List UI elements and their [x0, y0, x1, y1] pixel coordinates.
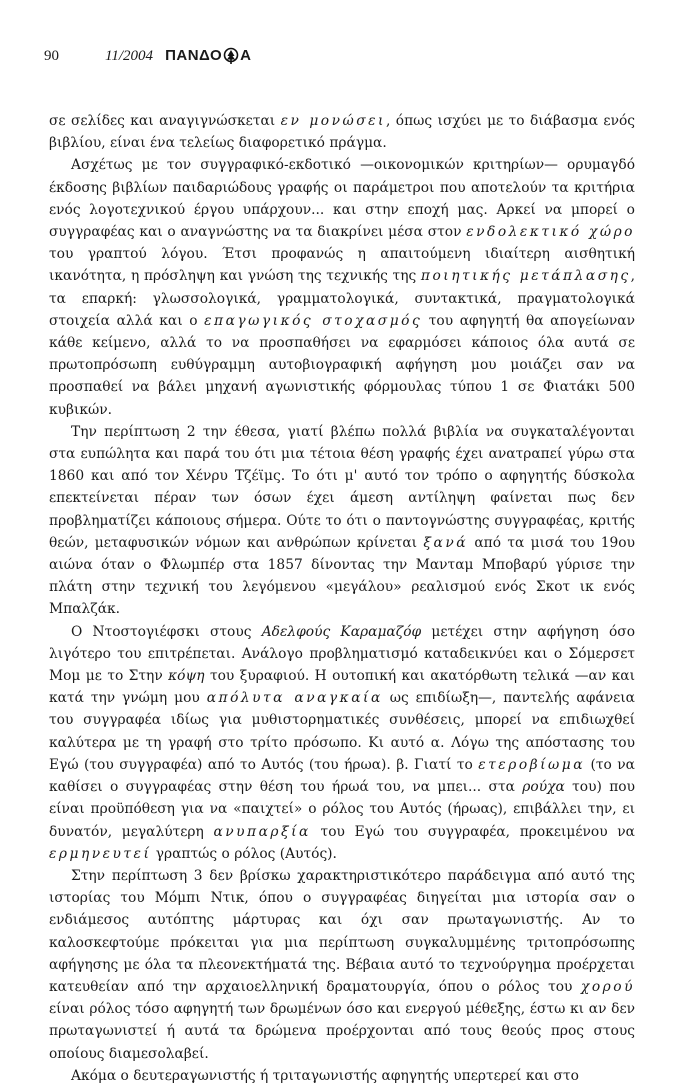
spaced-emphasis: ανυπαρξία — [213, 823, 311, 840]
spaced-emphasis: χορού — [581, 978, 635, 995]
paragraph: Ασχέτως με τον συγγραφικό-εκδοτικό —οικονομικών κριτηρίων— ορυμαγδό έκδοσης βιβλίων παιδαριώδους γραφής οι παράμετροι που αποτελούν τα κριτήρια ενός λογοτεχνικού έργου υπάρχουν... και στην εποχή μας. Αρκεί να μπορεί ο συγγραφέας και ο αναγνώστης να τα διακρίνει μέσα στον ενδολεκτικό χώρο του γραπτού λόγου. Έτσι προφανώς η απαιτούμενη ιδιαίτερη αισθητική ικανότητα, η πρόσληψη και γνώση της τεχνικής της ποιητικής μετάπλασης, τα επαρκή: γλωσσολογικά, γραμματολογικά, συντακτικά, πραγματολογικά στοιχεία αλλά και ο επαγωγικός στοχασμός του αφηγητή θα απογείωναν κάθε κείμενο, αλλά το να προσπαθήσει να εφαρμόσει κάποιος όλα αυτά σε πρωτοπρόσωπη ευθύγραμμη αυτοβιογραφική αφήγηση μου μοιάζει σαν να προσπαθεί να βάλει μηχανή αγωνιστικής φόρμουλας τύπου 1 σε Φιατάκι 500 κυβικών. — [49, 157, 635, 418]
article-body — [49, 110, 635, 1087]
paragraph: Στην περίπτωση 3 δεν βρίσκω χαρακτηριστικότερο παράδειγμα από αυτό της ιστορίας του Μόμπι Ντικ, όπου ο συγγραφέας διηγείται μια ιστορία σαν ο ενδιάμεσος αυτόπτης μάρτυρας και όχι σαν πρωταγωνιστής. Αν το καλοσκεφτούμε πρόκειται για μια περίπτωση συγκαλυμμένης τριτοπρόσωπης αφήγησης με όλα τα πλεονεκτήματά της. Βέβαια αυτό το τεχνούργημα προέρχεται κατευθείαν από την αρχαιοελληνική δραματουργία, όπου ο ρόλος του χορού είναι ρόλος τόσο αφηγητή των δρωμένων όσο και ενεργού μέθεξης, έστω κι αν δεν πρωταγωνιστεί ή αυτά τα δρώμενα προέρχονται από τους θεούς προς στους οποίους διαμεσολαβεί. — [49, 867, 635, 1062]
page-number: 90 — [44, 48, 59, 64]
spaced-emphasis: επαγωγικός στοχασμός — [204, 312, 423, 329]
tree-logo-icon — [223, 47, 239, 64]
spaced-emphasis: ερμηνευτεί — [49, 845, 152, 862]
journal-name-left: ΠΑΝΔΟ — [165, 47, 223, 64]
italic-emphasis: κόψη — [168, 668, 205, 685]
spaced-emphasis: ποιητικής μετάπλασης — [420, 268, 631, 285]
spaced-emphasis: εν μονώσει — [280, 113, 386, 129]
spaced-emphasis: ξανά — [423, 534, 469, 551]
paragraph: Την περίπτωση 2 την έθεσα, γιατί βλέπω πολλά βιβλία να συγκαταλέγονται στα ευπώλητα και παρά του ότι μια τέτοια θέση γραφής έχει ανατραπεί γύρω στα 1860 και από τον Χένρυ Τζέϊμς. Το ότι μ' αυτό τον τρόπο ο αφηγητής δύσκολα επεκτείνεται πέραν των όσων έχει άμεση αντίληψη φαίνεται πως δεν προβληματίζει κάποιους σήμερα. Ούτε το ότι ο παντογνώστης συγγραφέας, κριτής θεών, μεταφυσικών νόμων και ανθρώπων κρίνεται ξανά από τα μισά του 19ου αιώνα όταν ο Φλωμπέρ στα 1857 δίνοντας την Μανταμ Μποβαρύ γύρισε την πλάτη στην τεχνική του λεγόμενου «μεγάλου» ρεαλισμού ενός Σκοτ ικ ενός Μπαλζάκ. — [49, 423, 635, 618]
italic-emphasis: ρούχα — [522, 779, 565, 796]
spaced-emphasis: απόλυτα αναγκαία — [206, 690, 383, 707]
paragraph: Ακόμα ο δευτεραγωνιστής ή τριταγωνιστής αφηγητής υπερτερεί και στο — [71, 1067, 579, 1084]
issue-number: 11/2004 — [105, 48, 154, 64]
journal-logo — [165, 47, 251, 64]
journal-name-right: Α — [240, 47, 252, 64]
spaced-emphasis: ετεροβίωμα — [478, 756, 586, 773]
paragraph: σε σελίδες και αναγιγνώσκεται εν μονώσει, όπως ισχύει με το διάβασμα ενός βιβλίου, είναι ένα τελείως διαφορετικό πράγμα. — [49, 113, 635, 152]
italic-emphasis: Αδελφούς Καραμαζόφ — [261, 623, 422, 640]
paragraph: Ο Ντοστογιέφσκι στους Αδελφούς Καραμαζόφ μετέχει στην αφήγηση όσο λιγότερο του επιτρέπεται. Ανάλογο προβληματισμό καταδεικνύει και ο Σόμερσετ Μομ με το Στην κόψη του ξυραφιού. Η ουτοπική και ακατόρθωτη τελικά —αν και κατά την γνώμη μου απόλυτα αναγκαία ως επιδίωξη—, παντελής αφάνεια του συγγραφέα ιδίως για μυθιστορηματικές συνθέσεις, μπορεί να επιδιωχθεί καλύτερα με τη γραφή στο τρίτο πρόσωπο. Κι αυτό α. Λόγω της απόστασης του Εγώ (του συγγραφέα) από το Αυτός (του ήρωα). β. Γιατί το ετεροβίωμα (το να καθίσει ο συγγραφέας στην θέση του ήρωά του, να μπει... στα ρούχα του) που είναι προϋπόθεση για να «παιχτεί» ο ρόλος του Αυτός (ήρωας), επιβάλλει την, ει δυνατόν, μεγαλύτερη ανυπαρξία του Εγώ του συγγραφέα, προκειμένου να ερμηνευτεί γραπτώς ο ρόλος (Αυτός). — [49, 623, 636, 862]
running-header — [44, 47, 251, 65]
spaced-emphasis: ενδολεκτικό χώρο — [466, 224, 635, 241]
